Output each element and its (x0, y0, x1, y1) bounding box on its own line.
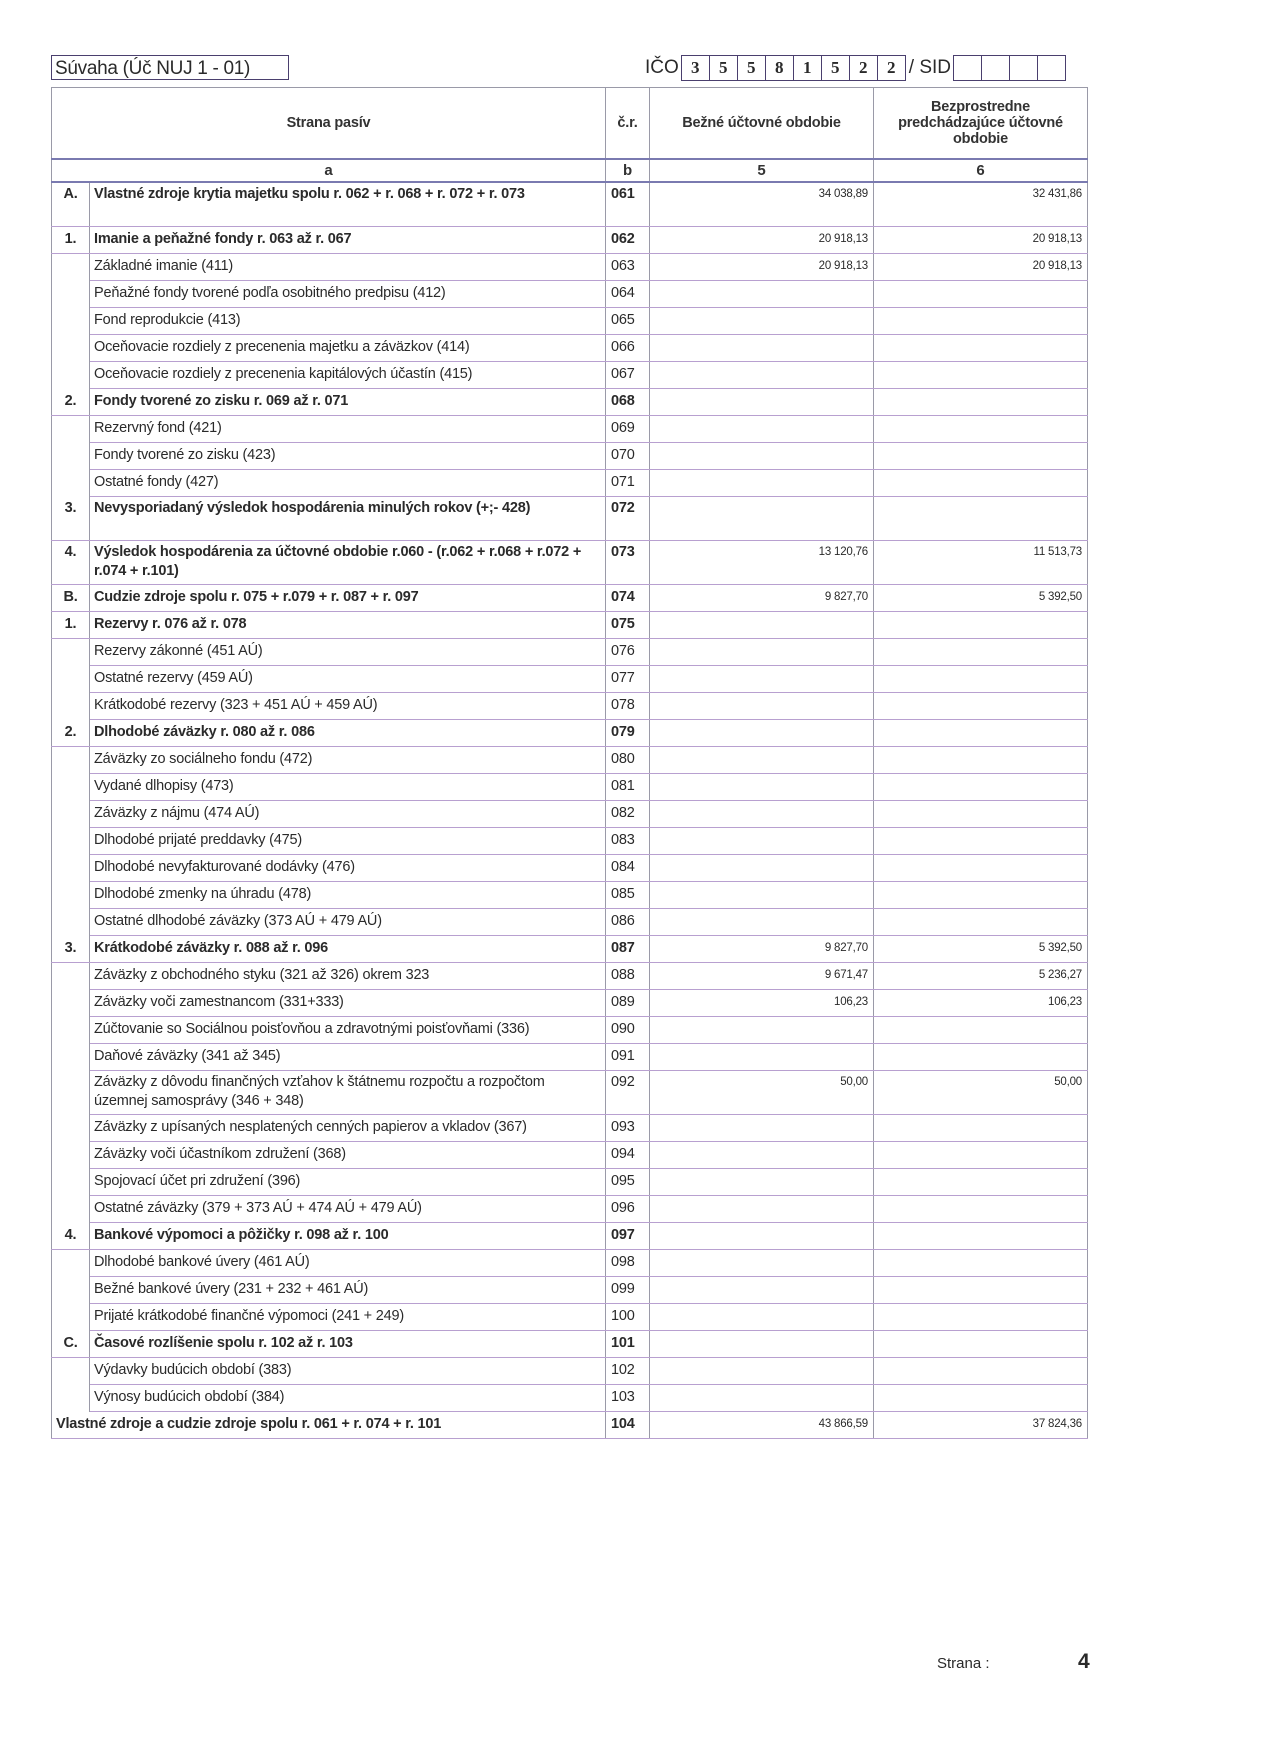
section-number: 4. (52, 1223, 90, 1250)
row-label: Dlhodobé záväzky r. 080 až r. 086 (90, 720, 606, 747)
row-label: Dlhodobé zmenky na úhradu (478) (90, 882, 606, 909)
row-number: 071 (606, 470, 650, 497)
row-label: Krátkodobé rezervy (323 + 451 AÚ + 459 AÚ) (90, 693, 606, 720)
row-number: 075 (606, 612, 650, 639)
current-period-value (650, 1017, 874, 1044)
row-number: 084 (606, 855, 650, 882)
current-period-value (650, 443, 874, 470)
table-row (52, 1304, 1088, 1331)
row-label: Prijaté krátkodobé finančné výpomoci (241 + 249) (90, 1304, 606, 1331)
table-row (52, 828, 1088, 855)
row-label: Bankové výpomoci a pôžičky r. 098 až r. 100 (90, 1223, 606, 1250)
previous-period-value (874, 362, 1088, 389)
row-number: 077 (606, 666, 650, 693)
column-header-current-period: Bežné účtovné obdobie (650, 88, 874, 160)
row-number: 069 (606, 416, 650, 443)
row-label: Fond reprodukcie (413) (90, 308, 606, 335)
section-number: 1. (52, 227, 90, 254)
current-period-value (650, 1385, 874, 1412)
current-period-value (650, 470, 874, 497)
row-number: 072 (606, 497, 650, 541)
section-number (52, 1385, 90, 1412)
table-row (52, 1169, 1088, 1196)
row-number: 078 (606, 693, 650, 720)
current-period-value (650, 801, 874, 828)
section-number (52, 335, 90, 362)
current-period-value (650, 1358, 874, 1385)
ico-digit: 5 (710, 56, 738, 80)
previous-period-value: 20 918,13 (874, 254, 1088, 281)
sid-label: / SID (908, 56, 952, 78)
row-number: 080 (606, 747, 650, 774)
ico-digit: 5 (822, 56, 850, 80)
current-period-value: 20 918,13 (650, 227, 874, 254)
row-label: Fondy tvorené zo zisku r. 069 až r. 071 (90, 389, 606, 416)
page-number: 4 (1078, 1650, 1090, 1673)
table-row (52, 335, 1088, 362)
section-number (52, 1115, 90, 1142)
table-row (52, 882, 1088, 909)
row-label: Spojovací účet pri združení (396) (90, 1169, 606, 1196)
previous-period-value (874, 1358, 1088, 1385)
previous-period-value: 5 236,27 (874, 963, 1088, 990)
row-label: Ostatné fondy (427) (90, 470, 606, 497)
previous-period-value (874, 801, 1088, 828)
section-number (52, 774, 90, 801)
current-period-value (650, 1196, 874, 1223)
total-label: Vlastné zdroje a cudzie zdroje spolu r. 061 + r. 074 + r. 101 (52, 1412, 606, 1439)
section-number: B. (52, 585, 90, 612)
section-number: 1. (52, 612, 90, 639)
section-number (52, 1358, 90, 1385)
row-label: Rezervný fond (421) (90, 416, 606, 443)
sid-box (982, 56, 1010, 80)
section-number (52, 1017, 90, 1044)
section-number (52, 1304, 90, 1331)
table-row (52, 1250, 1088, 1277)
section-number (52, 362, 90, 389)
row-label: Dlhodobé prijaté preddavky (475) (90, 828, 606, 855)
previous-period-value (874, 1250, 1088, 1277)
row-label: Cudzie zdroje spolu r. 075 + r.079 + r. 087 + r. 097 (90, 585, 606, 612)
current-period-value (650, 1142, 874, 1169)
row-number: 088 (606, 963, 650, 990)
previous-period-value: 5 392,50 (874, 936, 1088, 963)
sid-box (1010, 56, 1038, 80)
previous-period-value (874, 1142, 1088, 1169)
row-label: Základné imanie (411) (90, 254, 606, 281)
current-period-value: 20 918,13 (650, 254, 874, 281)
section-number (52, 882, 90, 909)
table-row (52, 389, 1088, 416)
row-label: Záväzky voči zamestnancom (331+333) (90, 990, 606, 1017)
ico-digit: 3 (682, 56, 710, 80)
previous-period-value (874, 1304, 1088, 1331)
section-number (52, 963, 90, 990)
table-row (52, 227, 1088, 254)
current-period-value (650, 747, 874, 774)
previous-period-value (874, 281, 1088, 308)
ico-label: IČO (645, 56, 679, 78)
current-period-value (650, 335, 874, 362)
previous-period-value (874, 1115, 1088, 1142)
section-number: 4. (52, 541, 90, 585)
section-number (52, 1250, 90, 1277)
column-code-b: b (606, 159, 650, 182)
total-previous-value: 37 824,36 (874, 1412, 1088, 1439)
previous-period-value (874, 389, 1088, 416)
previous-period-value (874, 416, 1088, 443)
previous-period-value (874, 693, 1088, 720)
column-header-label: Strana pasív (52, 88, 606, 160)
previous-period-value (874, 639, 1088, 666)
row-label: Bežné bankové úvery (231 + 232 + 461 AÚ) (90, 1277, 606, 1304)
row-label: Ostatné dlhodobé záväzky (373 AÚ + 479 AÚ) (90, 909, 606, 936)
row-label: Oceňovacie rozdiely z precenenia kapitálových účastín (415) (90, 362, 606, 389)
row-number: 094 (606, 1142, 650, 1169)
previous-period-value (874, 1044, 1088, 1071)
table-row (52, 1196, 1088, 1223)
table-row (52, 936, 1088, 963)
previous-period-value: 20 918,13 (874, 227, 1088, 254)
row-number: 083 (606, 828, 650, 855)
previous-period-value: 50,00 (874, 1071, 1088, 1115)
row-label: Zúčtovanie so Sociálnou poisťovňou a zdravotnými poisťovňami (336) (90, 1017, 606, 1044)
row-number: 074 (606, 585, 650, 612)
column-code-5: 5 (650, 159, 874, 182)
row-label: Záväzky voči účastníkom združení (368) (90, 1142, 606, 1169)
table-row (52, 801, 1088, 828)
row-number: 090 (606, 1017, 650, 1044)
section-number (52, 693, 90, 720)
table-row (52, 1142, 1088, 1169)
section-number (52, 1277, 90, 1304)
row-number: 098 (606, 1250, 650, 1277)
section-number (52, 443, 90, 470)
table-row (52, 308, 1088, 335)
previous-period-value (874, 747, 1088, 774)
section-number (52, 1142, 90, 1169)
table-row (52, 855, 1088, 882)
row-label: Oceňovacie rozdiely z precenenia majetku a záväzkov (414) (90, 335, 606, 362)
page-label: Strana : (937, 1655, 990, 1672)
row-label: Výdavky budúcich období (383) (90, 1358, 606, 1385)
row-label: Krátkodobé záväzky r. 088 až r. 096 (90, 936, 606, 963)
row-number: 093 (606, 1115, 650, 1142)
previous-period-value: 5 392,50 (874, 585, 1088, 612)
current-period-value (650, 882, 874, 909)
current-period-value (650, 1304, 874, 1331)
previous-period-value (874, 1277, 1088, 1304)
row-label: Vydané dlhopisy (473) (90, 774, 606, 801)
section-number: 3. (52, 936, 90, 963)
row-label: Záväzky z dôvodu finančných vzťahov k štátnemu rozpočtu a rozpočtom územnej samosprávy (346 + 348) (90, 1071, 606, 1115)
previous-period-value (874, 1385, 1088, 1412)
previous-period-value (874, 308, 1088, 335)
table-row (52, 182, 1088, 227)
column-header-row-number: č.r. (606, 88, 650, 160)
section-number (52, 990, 90, 1017)
row-label: Fondy tvorené zo zisku (423) (90, 443, 606, 470)
ico-digit: 8 (766, 56, 794, 80)
row-number: 101 (606, 1331, 650, 1358)
row-label: Ostatné záväzky (379 + 373 AÚ + 474 AÚ + 479 AÚ) (90, 1196, 606, 1223)
row-label: Výnosy budúcich období (384) (90, 1385, 606, 1412)
table-row (52, 541, 1088, 585)
row-label: Ostatné rezervy (459 AÚ) (90, 666, 606, 693)
table-row (52, 693, 1088, 720)
current-period-value (650, 362, 874, 389)
section-number (52, 828, 90, 855)
current-period-value (650, 389, 874, 416)
section-number (52, 470, 90, 497)
section-number (52, 1196, 90, 1223)
row-number: 065 (606, 308, 650, 335)
table-row (52, 720, 1088, 747)
previous-period-value (874, 720, 1088, 747)
row-number: 102 (606, 1358, 650, 1385)
current-period-value (650, 909, 874, 936)
ico-digit: 5 (738, 56, 766, 80)
section-number (52, 666, 90, 693)
current-period-value: 106,23 (650, 990, 874, 1017)
column-code-a: a (52, 159, 606, 182)
row-label: Imanie a peňažné fondy r. 063 až r. 067 (90, 227, 606, 254)
row-label: Záväzky z upísaných nesplatených cenných papierov a vkladov (367) (90, 1115, 606, 1142)
total-row (52, 1412, 1088, 1439)
row-number: 095 (606, 1169, 650, 1196)
sid-boxes (953, 55, 1066, 81)
row-number: 089 (606, 990, 650, 1017)
previous-period-value (874, 1169, 1088, 1196)
row-label: Rezervy zákonné (451 AÚ) (90, 639, 606, 666)
section-number (52, 281, 90, 308)
table-row (52, 747, 1088, 774)
row-number: 082 (606, 801, 650, 828)
row-label: Nevysporiadaný výsledok hospodárenia minulých rokov (+;- 428) (90, 497, 606, 541)
ico-digit: 2 (850, 56, 878, 80)
row-number: 066 (606, 335, 650, 362)
row-number: 091 (606, 1044, 650, 1071)
table-row (52, 1358, 1088, 1385)
row-label: Daňové záväzky (341 až 345) (90, 1044, 606, 1071)
row-number: 068 (606, 389, 650, 416)
previous-period-value (874, 1223, 1088, 1250)
row-label: Záväzky zo sociálneho fondu (472) (90, 747, 606, 774)
row-number: 103 (606, 1385, 650, 1412)
previous-period-value (874, 470, 1088, 497)
row-number: 100 (606, 1304, 650, 1331)
current-period-value (650, 281, 874, 308)
form-title: Súvaha (Úč NUJ 1 - 01) (51, 55, 289, 80)
previous-period-value (874, 855, 1088, 882)
current-period-value (650, 1115, 874, 1142)
previous-period-value (874, 335, 1088, 362)
section-number: A. (52, 182, 90, 227)
current-period-value: 9 671,47 (650, 963, 874, 990)
current-period-value (650, 1223, 874, 1250)
row-number: 096 (606, 1196, 650, 1223)
row-number: 087 (606, 936, 650, 963)
row-number: 097 (606, 1223, 650, 1250)
row-number: 085 (606, 882, 650, 909)
table-row (52, 1115, 1088, 1142)
table-row (52, 1223, 1088, 1250)
table-row (52, 639, 1088, 666)
row-number: 086 (606, 909, 650, 936)
previous-period-value (874, 828, 1088, 855)
row-number: 070 (606, 443, 650, 470)
row-number: 064 (606, 281, 650, 308)
column-code-6: 6 (874, 159, 1088, 182)
column-header-previous-period: Bezprostredne predchádzajúce účtovné obdobie (874, 88, 1088, 160)
current-period-value: 34 038,89 (650, 182, 874, 227)
current-period-value (650, 666, 874, 693)
section-number (52, 909, 90, 936)
table-row (52, 963, 1088, 990)
sid-box (1038, 56, 1065, 80)
current-period-value (650, 1331, 874, 1358)
previous-period-value (874, 1331, 1088, 1358)
current-period-value (650, 693, 874, 720)
section-number (52, 416, 90, 443)
table-row (52, 1017, 1088, 1044)
row-number: 081 (606, 774, 650, 801)
section-number (52, 1044, 90, 1071)
row-label: Výsledok hospodárenia za účtovné obdobie r.060 - (r.062 + r.068 + r.072 + r.074 + r.101) (90, 541, 606, 585)
table-row (52, 1071, 1088, 1115)
table-row (52, 612, 1088, 639)
sid-box (954, 56, 982, 80)
current-period-value (650, 828, 874, 855)
section-number: 3. (52, 497, 90, 541)
row-label: Vlastné zdroje krytia majetku spolu r. 062 + r. 068 + r. 072 + r. 073 (90, 182, 606, 227)
current-period-value (650, 1169, 874, 1196)
table-row (52, 281, 1088, 308)
section-number (52, 1071, 90, 1115)
row-number: 076 (606, 639, 650, 666)
section-number: 2. (52, 389, 90, 416)
section-number: 2. (52, 720, 90, 747)
current-period-value (650, 612, 874, 639)
table-row (52, 774, 1088, 801)
current-period-value (650, 308, 874, 335)
previous-period-value (874, 497, 1088, 541)
table-row (52, 1331, 1088, 1358)
previous-period-value (874, 774, 1088, 801)
previous-period-value (874, 909, 1088, 936)
row-label: Záväzky z obchodného styku (321 až 326) okrem 323 (90, 963, 606, 990)
section-number: C. (52, 1331, 90, 1358)
row-number: 061 (606, 182, 650, 227)
table-row (52, 254, 1088, 281)
table-row (52, 909, 1088, 936)
current-period-value (650, 497, 874, 541)
previous-period-value (874, 612, 1088, 639)
total-row-number: 104 (606, 1412, 650, 1439)
table-row (52, 990, 1088, 1017)
current-period-value (650, 1044, 874, 1071)
section-number (52, 308, 90, 335)
current-period-value (650, 1277, 874, 1304)
table-row (52, 362, 1088, 389)
current-period-value: 9 827,70 (650, 585, 874, 612)
ico-digit: 2 (887, 57, 896, 77)
table-row (52, 585, 1088, 612)
previous-period-value (874, 443, 1088, 470)
table-row (52, 416, 1088, 443)
previous-period-value: 11 513,73 (874, 541, 1088, 585)
row-number: 062 (606, 227, 650, 254)
previous-period-value (874, 666, 1088, 693)
current-period-value (650, 639, 874, 666)
previous-period-value: 32 431,86 (874, 182, 1088, 227)
section-number (52, 855, 90, 882)
section-number (52, 254, 90, 281)
row-number: 067 (606, 362, 650, 389)
current-period-value (650, 416, 874, 443)
current-period-value (650, 720, 874, 747)
section-number (52, 1169, 90, 1196)
previous-period-value (874, 882, 1088, 909)
current-period-value (650, 774, 874, 801)
row-label: Záväzky z nájmu (474 AÚ) (90, 801, 606, 828)
section-number (52, 747, 90, 774)
previous-period-value (874, 1196, 1088, 1223)
table-row (52, 443, 1088, 470)
row-label: Časové rozlíšenie spolu r. 102 až r. 103 (90, 1331, 606, 1358)
row-label: Dlhodobé bankové úvery (461 AÚ) (90, 1250, 606, 1277)
current-period-value: 50,00 (650, 1071, 874, 1115)
ico-digit: 1 (794, 56, 822, 80)
table-row (52, 470, 1088, 497)
row-label: Rezervy r. 076 až r. 078 (90, 612, 606, 639)
current-period-value: 13 120,76 (650, 541, 874, 585)
row-number: 079 (606, 720, 650, 747)
current-period-value (650, 1250, 874, 1277)
table-row (52, 1385, 1088, 1412)
table-row (52, 1044, 1088, 1071)
total-current-value: 43 866,59 (650, 1412, 874, 1439)
section-number (52, 639, 90, 666)
table-row (52, 1277, 1088, 1304)
previous-period-value: 106,23 (874, 990, 1088, 1017)
row-label: Dlhodobé nevyfakturované dodávky (476) (90, 855, 606, 882)
row-number: 073 (606, 541, 650, 585)
ico-digit-boxes (681, 55, 906, 81)
current-period-value: 9 827,70 (650, 936, 874, 963)
row-number: 092 (606, 1071, 650, 1115)
table-row (52, 497, 1088, 541)
row-number: 099 (606, 1277, 650, 1304)
table-row (52, 666, 1088, 693)
row-label: Peňažné fondy tvorené podľa osobitného predpisu (412) (90, 281, 606, 308)
row-number: 063 (606, 254, 650, 281)
current-period-value (650, 855, 874, 882)
balance-sheet-liabilities-table (51, 87, 1088, 1439)
previous-period-value (874, 1017, 1088, 1044)
ico-field (645, 55, 1066, 80)
section-number (52, 801, 90, 828)
